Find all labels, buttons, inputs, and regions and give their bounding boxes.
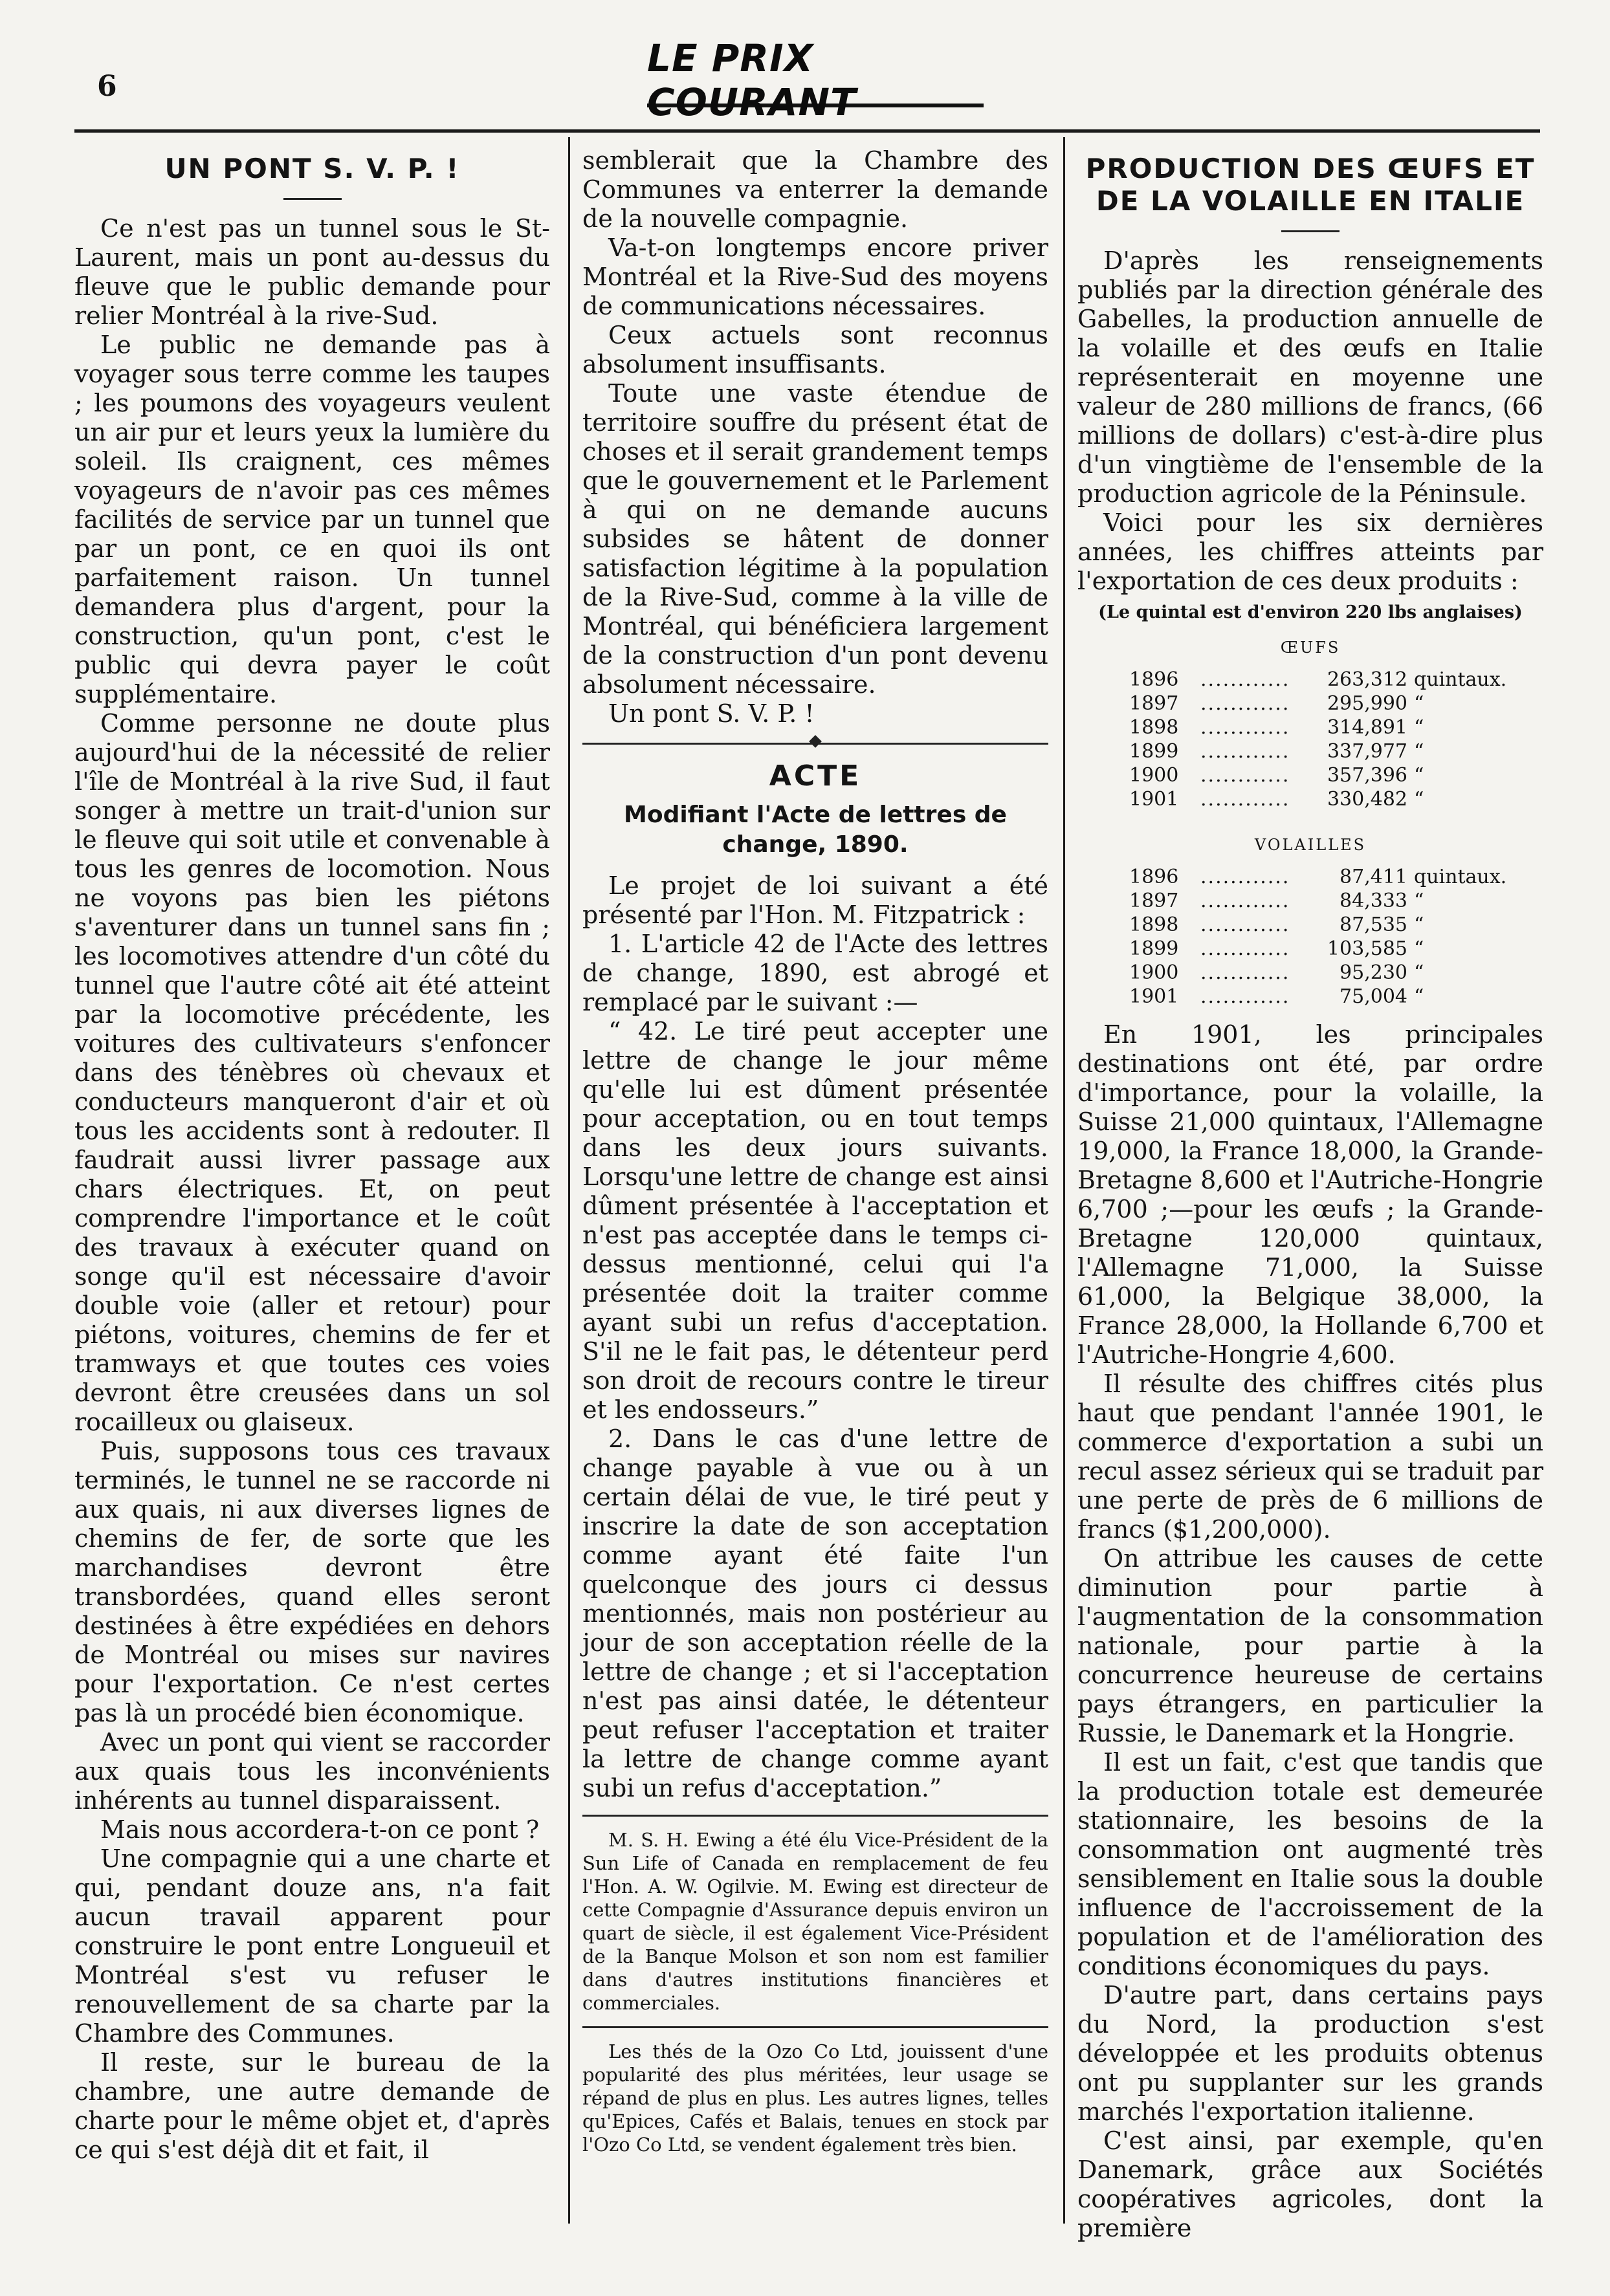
table-row: [1129, 961, 1517, 985]
rule-ornament: [809, 735, 822, 748]
row-leader-dots: ............: [1200, 668, 1290, 691]
row-value: 337,977: [1327, 740, 1407, 763]
row-year: 1897: [1129, 692, 1179, 715]
row-value: 87,411: [1340, 866, 1407, 888]
paragraph: Toute une vaste étendue de territoire souffre du présent état de choses et il serait grandement temps que le gouvernement et le Parlement à qui on ne demande aucuns subsides se hâtent de donner satisfaction légitime à la population de la Rive-Sud, comme à la ville de Montréal, qui bénéficiera largement de la construction d'un pont devenu absolument nécessaire.: [582, 379, 1048, 699]
paragraph: Une compagnie qui a une charte et qui, pendant douze ans, n'a fait aucun travail apparent pour construire le pont entre Longueuil et Montréal s'est vu refuser le renouvellement de sa charte par la Chambre des Communes.: [74, 1844, 550, 2048]
row-value: 75,004: [1340, 985, 1407, 1008]
row-unit: quintaux.: [1414, 668, 1507, 691]
table-row: [1129, 937, 1517, 961]
header-rule: [74, 129, 1540, 133]
row-value: 87,535: [1340, 913, 1407, 936]
row-leader-dots: ............: [1200, 692, 1290, 715]
table-row: [1129, 668, 1517, 692]
title-rule: [283, 198, 342, 200]
row-year: 1899: [1129, 937, 1179, 960]
paragraph: Il est un fait, c'est que tandis que la production totale est demeurée stationnaire, les besoins de la consommation ont augmenté très sensiblement en Italie sous la double influence de l'accroissement de la population et de l'amélioration des conditions économiques du pays.: [1077, 1748, 1543, 1980]
row-leader-dots: ............: [1200, 716, 1290, 739]
row-value: 357,396: [1327, 764, 1407, 787]
table-row: [1129, 739, 1517, 763]
row-unit: “: [1414, 788, 1424, 811]
row-unit: “: [1414, 890, 1424, 912]
note-ewing: M. S. H. Ewing a été élu Vice-Président de la Sun Life of Canada en remplacement de feu l'Hon. A. W. Ogilvie. M. Ewing est directeur de cette Compagnie d'Assurance depuis environ un quart de siècle, il est également Vice-Président de la Banque Molson et son nom est familier dans d'autres institutions financières et commerciales.: [582, 1829, 1048, 2014]
row-leader-dots: ............: [1200, 890, 1290, 912]
row-value: 95,230: [1340, 961, 1407, 984]
row-unit: “: [1414, 985, 1424, 1008]
row-year: 1897: [1129, 890, 1179, 912]
row-unit: “: [1414, 764, 1424, 787]
row-leader-dots: ............: [1200, 913, 1290, 936]
row-unit: “: [1414, 937, 1424, 960]
row-leader-dots: ............: [1200, 740, 1290, 763]
table-row: [1129, 692, 1517, 716]
paragraph: Avec un pont qui vient se raccorder aux quais tous les inconvénients inhérents au tunnel disparaissent.: [74, 1728, 550, 1815]
oeufs-label: ŒUFS: [1280, 639, 1341, 657]
masthead-logo: LE PRIX COURANT: [647, 57, 984, 107]
title-rule: [1281, 230, 1340, 232]
table-row: [1129, 985, 1517, 1009]
paragraph: “ 42. Le tiré peut accepter une lettre de change le jour même qu'elle lui est dûment présentée pour acceptation, ou en tout temps dans les deux jours suivants. Lorsqu'une lettre de change est ainsi dûment présentée à l'acceptation et n'est pas acceptée dans le temps ci-dessus mentionné, celui qui l'a présentée doit la traiter comme ayant subi un refus d'acceptation. S'il ne le fait pas, le détenteur perd son droit de recours contre le tireur et les endosseurs.”: [582, 1017, 1048, 1424]
column-divider-2: [1063, 137, 1065, 2224]
row-unit: “: [1414, 740, 1424, 763]
row-unit: “: [1414, 692, 1424, 715]
table-row: [1129, 716, 1517, 739]
paragraph: On attribue les causes de cette diminution pour partie à l'augmentation de la consommation nationale, pour partie à la concurrence heureuse de certains pays étrangers, en particulier la Russie, le Danemark et la Hongrie.: [1077, 1544, 1543, 1747]
table-row: [1129, 763, 1517, 787]
paragraph: Il résulte des chiffres cités plus haut que pendant l'année 1901, le commerce d'exportation a subi un recul assez sérieux qui se traduit par une perte de près de 6 millions de francs ($1,200,000).: [1077, 1370, 1543, 1544]
paragraph: Un pont S. V. P. !: [608, 699, 815, 728]
paragraph: semblerait que la Chambre des Communes va enterrer la demande de la nouvelle compagnie.: [582, 146, 1048, 233]
column-3: [1077, 146, 1543, 2243]
row-unit: “: [1414, 961, 1424, 984]
page-number: 6: [97, 70, 117, 103]
paragraph: En 1901, les principales destinations ont été, par ordre d'importance, pour la volaille, la Suisse 21,000 quintaux, l'Allemagne 19,000, la France 18,000, la Grande-Bretagne 8,600 et l'Autriche-Hongrie 6,700 ;—pour les œufs ; la Grande-Bretagne 120,000 quintaux, l'Allemagne 71,000, la Suisse 61,000, la Belgique 38,000, la France 28,000, la Hollande 6,700 et l'Autriche-Hongrie 4,600.: [1077, 1020, 1543, 1369]
paragraph: Mais nous accordera-t-on ce pont ?: [100, 1815, 540, 1844]
row-unit: “: [1414, 913, 1424, 936]
row-year: 1901: [1129, 985, 1179, 1008]
oeufs-table: [1129, 668, 1517, 811]
column-divider-1: [568, 137, 570, 2224]
paragraph: 1. L'article 42 de l'Acte des lettres de change, 1890, est abrogé et remplacé par le suivant :—: [582, 930, 1048, 1016]
row-year: 1898: [1129, 913, 1179, 936]
row-leader-dots: ............: [1200, 937, 1290, 960]
article-title-oeufs: PRODUCTION DES ŒUFS ET DE LA VOLAILLE EN ITALIE: [1085, 153, 1536, 217]
row-value: 84,333: [1340, 890, 1407, 912]
row-leader-dots: ............: [1200, 788, 1290, 811]
paragraph: Le public ne demande pas à voyager sous terre comme les taupes ; les poumons des voyageurs veulent un air pur et leurs yeux la lumière du soleil. Ils craignent, ces mêmes voyageurs de n'avoir pas ces mêmes facilités de service par un tunnel que par un pont, ce en quoi ils ont parfaitement raison. Un tunnel demandera plus d'argent, pour la construction, qu'un pont, c'est le public qui devra payer le coût supplémentaire.: [74, 331, 550, 708]
row-leader-dots: ............: [1200, 764, 1290, 787]
paragraph: Ce n'est pas un tunnel sous le St-Laurent, mais un pont au-dessus du fleuve que le public demande pour relier Montréal à la rive-Sud.: [74, 214, 550, 330]
note-rule: [582, 2026, 1048, 2028]
article-title-pont: UN PONT S. V. P. !: [164, 153, 460, 184]
column-2: [582, 146, 1048, 2156]
paragraph: Il reste, sur le bureau de la chambre, une autre demande de charte pour le même objet et, d'après ce qui s'est déjà dit et fait, il: [74, 2048, 550, 2164]
row-value: 263,312: [1327, 668, 1407, 691]
paragraph: 2. Dans le cas d'une lettre de change payable à vue ou à un certain délai de vue, le tiré peut y inscrire la date de son acceptation comme ayant été faite l'un quelconque des jours ci dessus mentionnés, mais non postérieur au jour de son acceptation réelle de la lettre de change ; et si l'acceptation n'est pas ainsi datée, le détenteur peut refuser l'acceptation et traiter la lettre de change comme ayant subi un refus d'acceptation.”: [582, 1425, 1048, 1802]
row-value: 103,585: [1327, 937, 1407, 960]
row-leader-dots: ............: [1200, 866, 1290, 888]
row-leader-dots: ............: [1200, 985, 1290, 1008]
table-row: [1129, 865, 1517, 889]
paragraph: D'autre part, dans certains pays du Nord, la production s'est développée et les produits obtenus ont pu supplanter sur les grands marchés l'exportation italienne.: [1077, 1981, 1543, 2126]
row-unit: “: [1414, 716, 1424, 739]
row-year: 1899: [1129, 740, 1179, 763]
paragraph: Voici pour les six dernières années, les chiffres atteints par l'exportation de ces deux produits :: [1077, 508, 1543, 595]
row-year: 1900: [1129, 764, 1179, 787]
paragraph: Va-t-on longtemps encore priver Montréal et la Rive-Sud des moyens de communications nécessaires.: [582, 234, 1048, 320]
row-leader-dots: ............: [1200, 961, 1290, 984]
table-row: [1129, 913, 1517, 937]
column-1: [74, 146, 550, 2165]
quintal-note: (Le quintal est d'environ 220 lbs anglaises): [1098, 602, 1523, 622]
note-ozo: Les thés de la Ozo Co Ltd, jouissent d'une popularité des plus méritées, leur usage se répand de plus en plus. Les autres lignes, telles qu'Epices, Cafés et Balais, tenues en stock par l'Ozo Co Ltd, se vendent également très bien.: [582, 2040, 1048, 2156]
volailles-table: [1129, 865, 1517, 1009]
row-value: 295,990: [1327, 692, 1407, 715]
table-row: [1129, 889, 1517, 913]
row-unit: quintaux.: [1414, 866, 1507, 888]
acte-subheading: Modifiant l'Acte de lettres de change, 1890.: [624, 802, 1007, 858]
paragraph: Ceux actuels sont reconnus absolument insuffisants.: [582, 321, 1048, 378]
row-year: 1896: [1129, 866, 1179, 888]
paragraph: Le projet de loi suivant a été présenté par l'Hon. M. Fitzpatrick :: [582, 871, 1048, 929]
table-row: [1129, 787, 1517, 811]
row-year: 1898: [1129, 716, 1179, 739]
section-rule: [582, 743, 1048, 745]
row-value: 330,482: [1327, 788, 1407, 811]
row-year: 1900: [1129, 961, 1179, 984]
paragraph: Comme personne ne doute plus aujourd'hui de la nécessité de relier l'île de Montréal à la rive Sud, il faut songer à mettre un trait-d'union sur le fleuve qui soit utile et convenable à tous les genres de locomotion. Nous ne voyons pas bien les piétons s'aventurer dans un tunnel sans fin ; les locomotives attendre d'un côté du tunnel que l'autre côté ait été atteint par la locomotive précédente, les voitures des cultivateurs s'enfoncer dans des ténèbres où chevaux et conducteurs manqueront d'air et où tous les accidents sont à redouter. Il faudrait aussi livrer passage aux chars électriques. Et, on peut comprendre l'importance et le coût des travaux à exécuter quand on songe qu'il est nécessaire d'avoir double voie (aller et retour) pour piétons, voitures, chemins de fer et tramways et que toutes ces voies devront être creusées dans un sol rocailleux ou glaiseux.: [74, 709, 550, 1436]
row-year: 1896: [1129, 668, 1179, 691]
note-rule: [582, 1815, 1048, 1817]
acte-heading: ACTE: [769, 760, 862, 793]
volailles-label: VOLAILLES: [1254, 836, 1367, 854]
row-value: 314,891: [1327, 716, 1407, 739]
row-year: 1901: [1129, 788, 1179, 811]
paragraph: D'après les renseignements publiés par la direction générale des Gabelles, la production annuelle de la volaille et des œufs en Italie représenterait en moyenne une valeur de 280 millions de francs, (66 millions de dollars) c'est-à-dire plus d'un vingtième de l'ensemble de la production agricole de la Péninsule.: [1077, 246, 1543, 508]
paragraph: Puis, supposons tous ces travaux terminés, le tunnel ne se raccorde ni aux quais, ni aux diverses lignes de chemins de fer, de sorte que les marchandises devront être transbordées, quand elles seront destinées à être expédiées en dehors de Montréal ou mises sur navires pour l'exportation. Ce n'est certes pas là un procédé bien économique.: [74, 1437, 550, 1727]
paragraph: C'est ainsi, par exemple, qu'en Danemark, grâce aux Sociétés coopératives agricoles, dont la première: [1077, 2127, 1543, 2242]
